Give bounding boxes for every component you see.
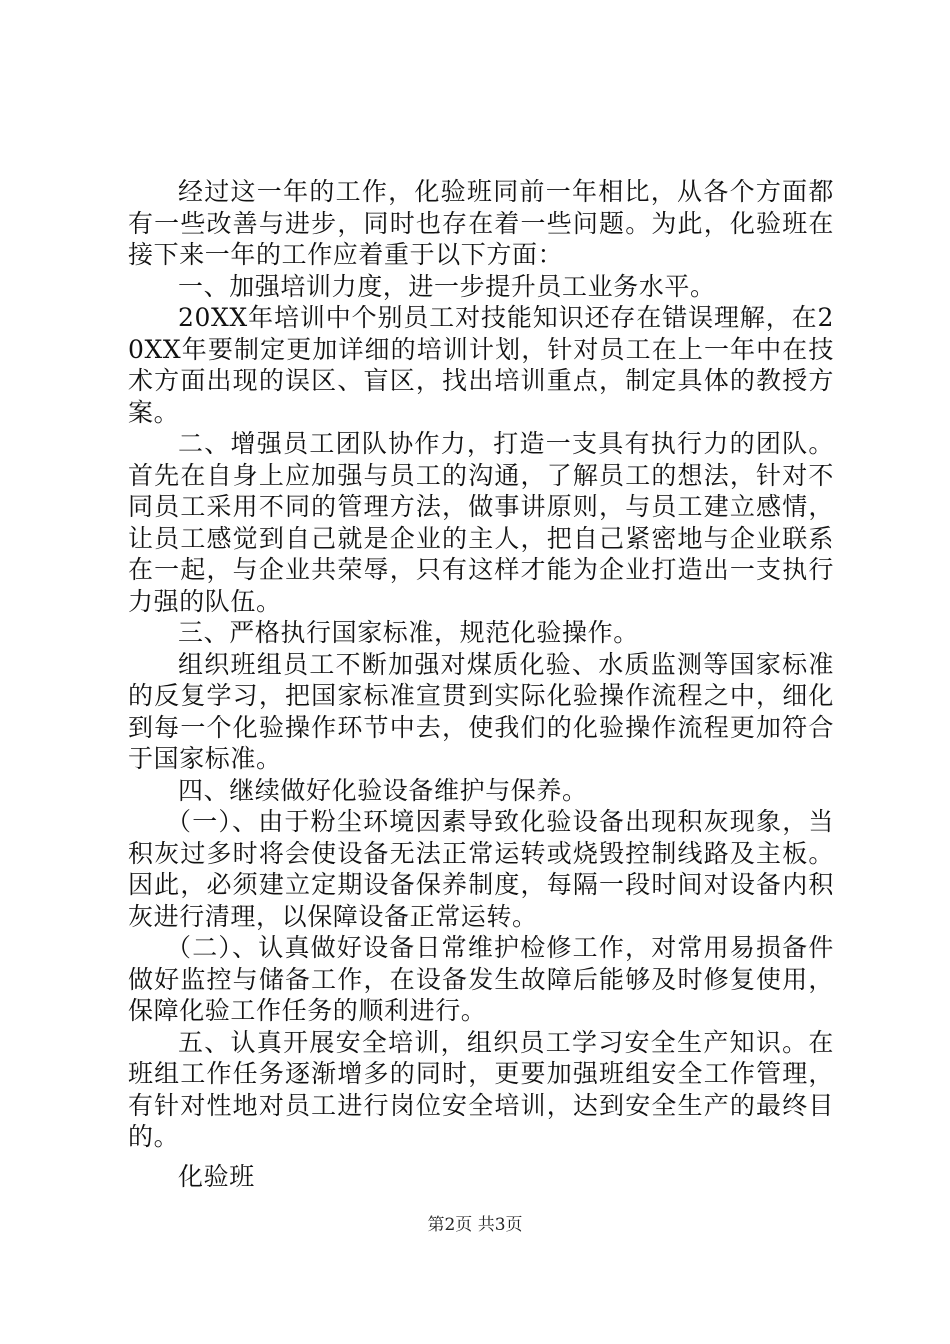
section-heading-safety: 五、认真开展安全培训，组织员工学习安全生产知识。在班组工作任务逐渐增多的同时，更要加强班组安全工作管理，有针对性地对员工进行岗位安全培训，达到安全生产的最终目的。 — [128, 1027, 834, 1151]
page-number: 第2页 共3页 — [427, 1215, 523, 1235]
standards-paragraph: 组织班组员工不断加强对煤质化验、水质监测等国家标准的反复学习，把国家标准宣贯到实际化验操作流程之中，细化到每一个化验操作环节中去，使我们的化验操作流程更加符合于国家标准。 — [128, 649, 834, 773]
signature: 化验班 — [178, 1161, 255, 1191]
section-heading-training: 一、加强培训力度，进一步提升员工业务水平。 — [178, 271, 716, 301]
section-heading-maintenance: 四、继续做好化验设备维护与保养。 — [178, 775, 588, 805]
section-heading-standards: 三、严格执行国家标准，规范化验操作。 — [178, 618, 639, 647]
intro-paragraph: 经过这一年的工作，化验班同前一年相比，从各个方面都有一些改善与进步，同时也存在着一些问题。为此，化验班在接下来一年的工作应着重于以下方面： — [128, 177, 834, 269]
document-body — [128, 176, 834, 1192]
maintenance-item-two: （二）、认真做好设备日常维护检修工作，对常用易损备件做好监控与储备工作，在设备发生故障后能够及时修复使用，保障化验工作任务的顺利进行。 — [128, 933, 834, 1025]
maintenance-item-one: （一）、由于粉尘环境因素导致化验设备出现积灰现象，当积灰过多时将会使设备无法正常运转或烧毁控制线路及主板。因此，必须建立定期设备保养制度，每隔一段时间对设备内积灰进行清理，以保障设备正常运转。 — [128, 807, 834, 931]
training-paragraph: 20XX年培训中个别员工对技能知识还存在错误理解，在20XX年要制定更加详细的培训计划，针对员工在上一年中在技术方面出现的误区、盲区，找出培训重点，制定具体的教授方案。 — [128, 303, 834, 427]
section-heading-teamwork: 二、增强员工团队协作力，打造一支具有执行力的团队。首先在自身上应加强与员工的沟通，了解员工的想法，针对不同员工采用不同的管理方法，做事讲原则，与员工建立感情，让员工感觉到自己就是企业的主人，把自己紧密地与企业联系在一起，与企业共荣辱，只有这样才能为企业打造出一支执行力强的队伍。 — [128, 429, 834, 616]
